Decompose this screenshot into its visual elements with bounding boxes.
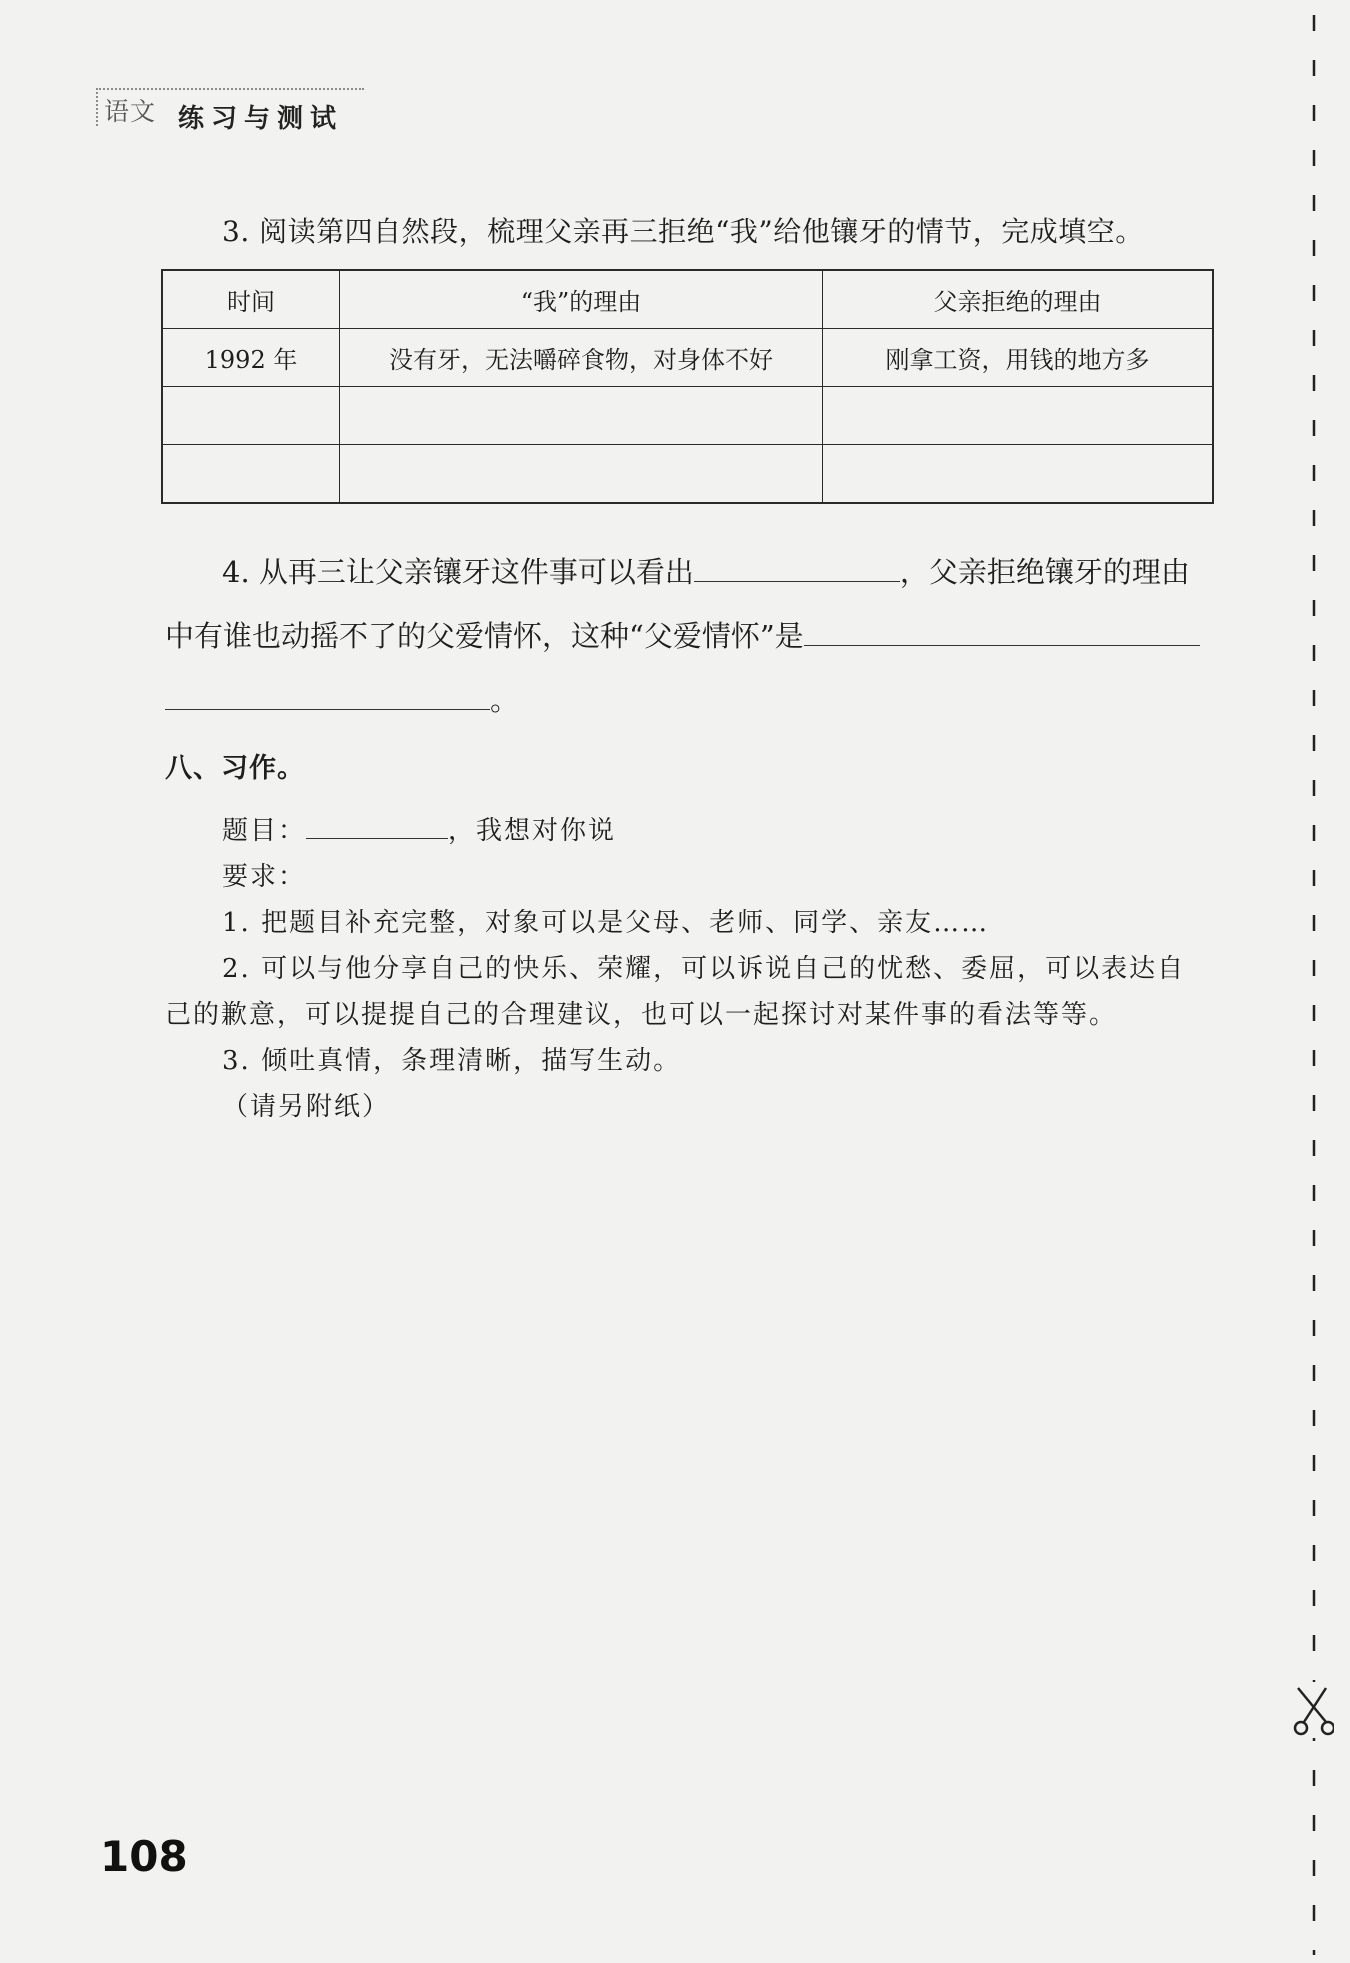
- header-dotted-rule-left: [96, 88, 98, 126]
- cut-line: [1312, 15, 1316, 1955]
- table-cell-blank[interactable]: [162, 445, 340, 504]
- topic-suffix: ，我想对你说: [448, 816, 617, 846]
- reasons-table: [161, 269, 1214, 504]
- answer-blank-1[interactable]: [694, 551, 900, 582]
- topic-blank[interactable]: [306, 812, 448, 839]
- section-8-title: 八、习作。: [165, 753, 305, 784]
- table-cell-blank[interactable]: [340, 445, 823, 504]
- answer-blank-3[interactable]: [165, 679, 490, 710]
- answer-blank-2[interactable]: [804, 615, 1200, 646]
- table-cell-blank[interactable]: [162, 387, 340, 445]
- subject-label: 语文: [104, 97, 157, 126]
- requirements-label: 要求：: [222, 862, 307, 892]
- table-cell-blank[interactable]: [340, 387, 823, 445]
- table-cell: 1992 年: [162, 329, 340, 387]
- page-header: [96, 88, 364, 134]
- table-header-cell: 父亲拒绝的理由: [823, 270, 1214, 329]
- scissors-icon: [1290, 1682, 1334, 1738]
- question-4-text-a: 4. 从再三让父亲镶牙这件事可以看出: [222, 555, 694, 589]
- table-row: [162, 329, 1213, 387]
- header-dotted-rule: [96, 88, 364, 90]
- question-4-period: 。: [490, 683, 520, 717]
- requirement-3: 3. 倾吐真情，条理清晰，描写生动。: [222, 1046, 682, 1076]
- attach-paper-note: （请另附纸）: [222, 1092, 391, 1122]
- requirement-2-line-1: 2. 可以与他分享自己的快乐、荣耀，可以诉说自己的忧愁、委屈，可以表达自: [222, 954, 1186, 984]
- table-cell: 刚拿工资，用钱的地方多: [823, 329, 1214, 387]
- topic-label: 题目：: [222, 816, 307, 846]
- book-title: 练习与测试: [178, 104, 344, 134]
- requirement-1: 1. 把题目补充完整，对象可以是父母、老师、同学、亲友……: [222, 908, 990, 938]
- question-4-text-c: 中有谁也动摇不了的父爱情怀，这种“父爱情怀”是: [165, 619, 804, 653]
- page-number: 108: [100, 1832, 188, 1881]
- question-3-prompt: 3. 阅读第四自然段，梳理父亲再三拒绝“我”给他镶牙的情节，完成填空。: [222, 215, 1144, 248]
- table-row: [162, 387, 1213, 445]
- table-header-cell: 时间: [162, 270, 340, 329]
- essay-task: [165, 808, 1215, 1130]
- requirement-2-line-2: 己的歉意，可以提提自己的合理建议，也可以一起探讨对某件事的看法等等。: [165, 1000, 1118, 1030]
- table-cell-blank[interactable]: [823, 387, 1214, 445]
- table-row: [162, 445, 1213, 504]
- table-header-cell: “我”的理由: [340, 270, 823, 329]
- table-cell-blank[interactable]: [823, 445, 1214, 504]
- table-header-row: [162, 270, 1213, 329]
- question-4: [165, 540, 1215, 732]
- question-4-text-b: ，父亲拒绝镶牙的理由: [899, 555, 1190, 589]
- table-cell: 没有牙，无法嚼碎食物，对身体不好: [340, 329, 823, 387]
